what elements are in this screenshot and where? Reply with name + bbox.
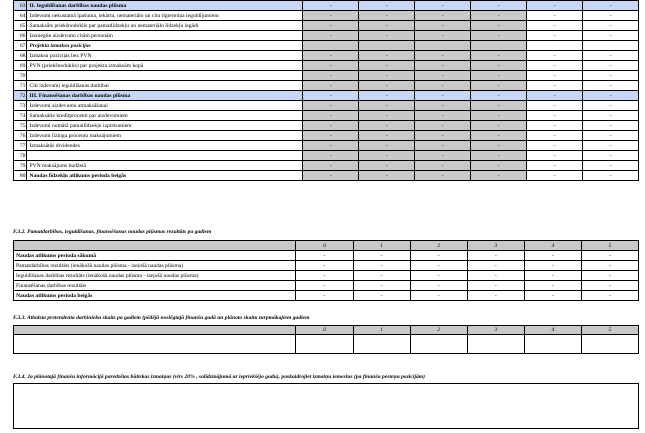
table-row — [14, 161, 639, 171]
row-value[interactable]: - — [471, 1, 527, 11]
row-label — [27, 71, 303, 81]
row-value[interactable]: - — [359, 121, 415, 131]
employee-count-cell[interactable] — [296, 335, 353, 354]
row-value[interactable]: - — [527, 21, 583, 31]
row-value[interactable]: - — [527, 11, 583, 21]
result-label: Ieguldīšanas darbības rezultāts (ienākošā naudas plūsma - izejošā naudas plūsma) — [14, 271, 296, 281]
row-label: Samaksāts priekšnodoklis par pamatlīdzekļu un nemateriālo līdzekļu iegādi — [27, 21, 303, 31]
row-value[interactable]: - — [583, 91, 639, 101]
table-row — [14, 111, 639, 121]
row-value[interactable]: - — [415, 31, 471, 41]
table-row — [14, 261, 639, 271]
row-value[interactable]: - — [415, 51, 471, 61]
row-value[interactable] — [359, 41, 415, 51]
result-value[interactable]: - — [410, 261, 467, 271]
table-row — [14, 121, 639, 131]
section-f34-title: F.3.4. Ja plānotajā finanšu informācijā paredzētas būtiskas izmaiņas (virs 20% , salīdzinājumā ar iepriekšējo gadu), paskaidrojiet izmaiņu iemeslus (pa finanšu pesteņu pozīcijām) — [13, 374, 426, 380]
result-value[interactable]: - — [410, 271, 467, 281]
table-row — [14, 131, 639, 141]
result-value[interactable]: - — [467, 281, 524, 291]
row-value[interactable]: - — [303, 61, 359, 71]
table-row — [14, 41, 639, 51]
row-number: 77 — [14, 141, 27, 151]
row-value[interactable]: - — [415, 61, 471, 71]
row-value[interactable]: - — [415, 121, 471, 131]
row-value[interactable]: - — [471, 71, 527, 81]
row-value[interactable]: - — [303, 101, 359, 111]
row-value[interactable]: - — [303, 81, 359, 91]
row-value[interactable]: - — [527, 1, 583, 11]
row-value[interactable]: - — [359, 161, 415, 171]
employee-count-row — [14, 335, 639, 354]
section-f32-title: F.3.2. Pamatdarbības, ieguldīšanas, finansēšanas naudas plūsmas rezultāts pa gadiem — [13, 229, 212, 235]
row-value[interactable]: - — [303, 161, 359, 171]
year-header: 2 — [410, 326, 467, 335]
year-header-row — [14, 241, 639, 251]
year-header: 4 — [524, 241, 581, 251]
row-label: Izdevumi līzinga procentu maksājumiem — [27, 131, 303, 141]
result-label: Naudas atlikums perioda sākumā — [14, 251, 296, 261]
result-value[interactable]: - — [524, 261, 581, 271]
row-value[interactable]: - — [471, 61, 527, 71]
employee-count-cell[interactable] — [353, 335, 410, 354]
row-value[interactable]: - — [359, 1, 415, 11]
row-value[interactable]: - — [583, 121, 639, 131]
row-value[interactable]: - — [583, 161, 639, 171]
row-value[interactable]: - — [527, 141, 583, 151]
cash-flow-result-table — [13, 240, 639, 301]
table-row — [14, 271, 639, 281]
row-value[interactable]: - — [359, 131, 415, 141]
result-label: Finansēšanas darbības rezultāts — [14, 281, 296, 291]
row-value[interactable]: - — [471, 101, 527, 111]
table-row — [14, 81, 639, 91]
row-label: Izmaksātās dividendes — [27, 141, 303, 151]
row-value[interactable]: - — [527, 101, 583, 111]
row-value[interactable]: - — [527, 131, 583, 141]
row-value[interactable]: - — [415, 151, 471, 161]
year-header: 5 — [581, 326, 638, 335]
row-value[interactable]: - — [527, 51, 583, 61]
row-value[interactable]: - — [471, 111, 527, 121]
result-value[interactable]: - — [296, 281, 353, 291]
row-value[interactable]: - — [583, 111, 639, 121]
row-value[interactable]: - — [583, 1, 639, 11]
row-label: PVN (priekšnodoklis) par projekta izmaksām kopā — [27, 61, 303, 71]
result-value[interactable]: - — [581, 271, 638, 281]
row-value[interactable] — [527, 41, 583, 51]
result-value[interactable]: - — [353, 291, 410, 301]
row-value[interactable] — [415, 41, 471, 51]
result-value[interactable]: - — [581, 261, 638, 271]
row-value[interactable]: - — [527, 161, 583, 171]
table-row — [14, 151, 639, 161]
row-value[interactable]: - — [583, 81, 639, 91]
row-number: 65 — [14, 21, 27, 31]
row-value[interactable]: - — [303, 151, 359, 161]
result-value[interactable]: - — [296, 291, 353, 301]
result-value[interactable]: - — [353, 261, 410, 271]
result-value[interactable]: - — [467, 261, 524, 271]
table-row — [14, 11, 639, 21]
row-value[interactable]: - — [583, 141, 639, 151]
table-row — [14, 31, 639, 41]
result-value[interactable]: - — [581, 251, 638, 261]
row-value[interactable]: - — [583, 31, 639, 41]
row-value[interactable]: - — [415, 171, 471, 181]
result-value[interactable]: - — [524, 281, 581, 291]
table-row — [14, 281, 639, 291]
row-value[interactable]: - — [527, 151, 583, 161]
table-row — [14, 71, 639, 81]
table-row — [14, 141, 639, 151]
row-value[interactable]: - — [527, 91, 583, 101]
result-value[interactable]: - — [410, 251, 467, 261]
row-number: 74 — [14, 111, 27, 121]
row-value[interactable]: - — [527, 171, 583, 181]
row-label: Izdevumi nomātā pamatlīdzekļu izpirkumiem — [27, 121, 303, 131]
result-value[interactable]: - — [410, 291, 467, 301]
row-value[interactable]: - — [415, 71, 471, 81]
row-number: 71 — [14, 81, 27, 91]
row-value[interactable]: - — [415, 101, 471, 111]
row-label: III. Finansēšanas darbības naudas plūsma — [27, 91, 303, 101]
row-label: Izdevumi aizdevumu atmaksāšanai — [27, 101, 303, 111]
result-value[interactable]: - — [581, 281, 638, 291]
result-value[interactable]: - — [353, 251, 410, 261]
row-value[interactable]: - — [359, 21, 415, 31]
result-value[interactable]: - — [353, 271, 410, 281]
table-row — [14, 1, 639, 11]
row-value[interactable]: - — [527, 31, 583, 41]
result-value[interactable]: - — [296, 251, 353, 261]
row-value[interactable]: - — [415, 91, 471, 101]
result-value[interactable]: - — [467, 291, 524, 301]
row-value[interactable]: - — [303, 121, 359, 131]
result-value[interactable]: - — [296, 261, 353, 271]
row-value[interactable]: - — [415, 81, 471, 91]
row-value[interactable]: - — [359, 111, 415, 121]
row-value[interactable]: - — [415, 1, 471, 11]
header-empty — [14, 241, 296, 251]
row-value[interactable]: - — [303, 11, 359, 21]
row-value[interactable] — [303, 41, 359, 51]
row-number: 78 — [14, 151, 27, 161]
row-value[interactable]: - — [303, 31, 359, 41]
row-value[interactable]: - — [527, 61, 583, 71]
row-number: 79 — [14, 161, 27, 171]
row-number: 69 — [14, 61, 27, 71]
row-number: 66 — [14, 31, 27, 41]
row-value[interactable]: - — [583, 21, 639, 31]
row-value[interactable] — [583, 41, 639, 51]
row-value[interactable]: - — [527, 121, 583, 131]
year-header: 3 — [467, 326, 524, 335]
result-value[interactable]: - — [296, 271, 353, 281]
year-header: 4 — [524, 326, 581, 335]
row-value[interactable]: - — [583, 101, 639, 111]
employee-count-cell[interactable] — [410, 335, 467, 354]
result-value[interactable]: - — [524, 291, 581, 301]
row-label: Izsniegtie aizdevumi citām personām — [27, 31, 303, 41]
result-value[interactable]: - — [581, 291, 638, 301]
year-header: 5 — [581, 241, 638, 251]
result-label: Pamatdarbības rezultāts (ienākošā naudas plūsma - izejošā naudas plūsma) — [14, 261, 296, 271]
row-value[interactable]: - — [359, 31, 415, 41]
row-value[interactable]: - — [583, 51, 639, 61]
table-row — [14, 101, 639, 111]
row-value[interactable]: - — [471, 11, 527, 21]
row-value[interactable]: - — [471, 131, 527, 141]
year-header: 1 — [353, 241, 410, 251]
row-value[interactable]: - — [583, 171, 639, 181]
row-value[interactable]: - — [303, 91, 359, 101]
row-value[interactable]: - — [527, 71, 583, 81]
row-value[interactable]: - — [471, 91, 527, 101]
row-label: PVN maksājums budžetā — [27, 161, 303, 171]
row-number: 73 — [14, 101, 27, 111]
section-f33-title: F.3.3. Atbalsta pretendenta darbinieku skaits pa gadiem (pēdējā noslēgtajā finanšu gadā un plānoto skaitu turpmākajiem gadiem — [13, 315, 310, 321]
table-row — [14, 291, 639, 301]
result-value[interactable]: - — [467, 271, 524, 281]
row-value[interactable]: - — [359, 11, 415, 21]
row-label: Citi izdevumi ieguldīšanas darbībai — [27, 81, 303, 91]
cash-flow-sheet — [13, 0, 639, 181]
row-value[interactable]: - — [359, 171, 415, 181]
row-value[interactable]: - — [359, 91, 415, 101]
row-value[interactable]: - — [415, 131, 471, 141]
row-number: 68 — [14, 51, 27, 61]
row-number: 64 — [14, 11, 27, 21]
year-header: 0 — [296, 241, 353, 251]
row-value[interactable]: - — [471, 31, 527, 41]
table-row — [14, 51, 639, 61]
table-row — [14, 171, 639, 181]
row-value[interactable]: - — [359, 51, 415, 61]
row-value[interactable]: - — [415, 141, 471, 151]
row-value[interactable]: - — [303, 131, 359, 141]
header-empty — [14, 326, 296, 335]
row-number: 63 — [14, 1, 27, 11]
result-label: Naudas atlikums perioda beigās — [14, 291, 296, 301]
row-label: Samaksātie kredītprocenti par aizdevumiem — [27, 111, 303, 121]
row-value[interactable]: - — [359, 61, 415, 71]
cash-flow-table — [13, 0, 639, 181]
row-value[interactable]: - — [359, 71, 415, 81]
row-number: 72 — [14, 91, 27, 101]
year-header: 1 — [353, 326, 410, 335]
row-label: Naudas līdzekļu atlikums perioda beigās — [27, 171, 303, 181]
row-value[interactable]: - — [359, 141, 415, 151]
row-value[interactable]: - — [303, 111, 359, 121]
row-value[interactable]: - — [415, 111, 471, 121]
row-number: 76 — [14, 131, 27, 141]
row-value[interactable]: - — [471, 141, 527, 151]
row-value[interactable]: - — [583, 11, 639, 21]
result-value[interactable]: - — [467, 251, 524, 261]
table-row — [14, 251, 639, 261]
result-value[interactable]: - — [410, 281, 467, 291]
year-header: 3 — [467, 241, 524, 251]
row-value[interactable]: - — [471, 161, 527, 171]
year-header: 0 — [296, 326, 353, 335]
row-value[interactable]: - — [303, 51, 359, 61]
row-number: 70 — [14, 71, 27, 81]
row-value[interactable]: - — [471, 151, 527, 161]
row-value[interactable]: - — [303, 71, 359, 81]
employee-count-cell[interactable] — [581, 335, 638, 354]
employee-label — [14, 335, 296, 354]
row-number: 67 — [14, 41, 27, 51]
row-value[interactable]: - — [303, 21, 359, 31]
row-label — [27, 151, 303, 161]
year-header: 2 — [410, 241, 467, 251]
result-value[interactable]: - — [524, 271, 581, 281]
row-value[interactable]: - — [583, 61, 639, 71]
row-value[interactable]: - — [415, 21, 471, 31]
table-row — [14, 61, 639, 71]
row-number: 80 — [14, 171, 27, 181]
explanation-textbox[interactable] — [13, 383, 639, 429]
row-label: Izmaksu pozīcijas bez PVN — [27, 51, 303, 61]
row-value[interactable]: - — [303, 171, 359, 181]
row-value[interactable]: - — [527, 81, 583, 91]
row-value[interactable]: - — [471, 51, 527, 61]
row-value[interactable]: - — [471, 121, 527, 131]
row-value[interactable]: - — [527, 111, 583, 121]
row-value[interactable]: - — [415, 161, 471, 171]
row-value[interactable]: - — [583, 151, 639, 161]
row-value[interactable]: - — [583, 131, 639, 141]
row-value[interactable]: - — [415, 11, 471, 21]
row-value[interactable]: - — [471, 81, 527, 91]
row-value[interactable] — [471, 41, 527, 51]
row-label: Izdevumi nekustamā īpašuma, iekārtu, nemateriālo un citu ilgtermiņa ieguldījumiem — [27, 11, 303, 21]
result-value[interactable]: - — [353, 281, 410, 291]
employee-count-cell[interactable] — [467, 335, 524, 354]
row-value[interactable]: - — [471, 171, 527, 181]
row-value[interactable]: - — [583, 71, 639, 81]
row-label: Projekta izmaksu pozīcijas — [27, 41, 303, 51]
row-label: II. Ieguldīšanas darbības naudas plūsma — [27, 1, 303, 11]
result-value[interactable]: - — [524, 251, 581, 261]
table-row — [14, 21, 639, 31]
row-value[interactable]: - — [359, 101, 415, 111]
row-value[interactable]: - — [359, 151, 415, 161]
employee-count-cell[interactable] — [524, 335, 581, 354]
table-row — [14, 91, 639, 101]
employee-count-table — [13, 325, 639, 354]
row-value[interactable]: - — [303, 1, 359, 11]
row-value[interactable]: - — [303, 141, 359, 151]
row-value[interactable]: - — [359, 81, 415, 91]
row-value[interactable]: - — [471, 21, 527, 31]
year-header-row — [14, 326, 639, 335]
row-number: 75 — [14, 121, 27, 131]
